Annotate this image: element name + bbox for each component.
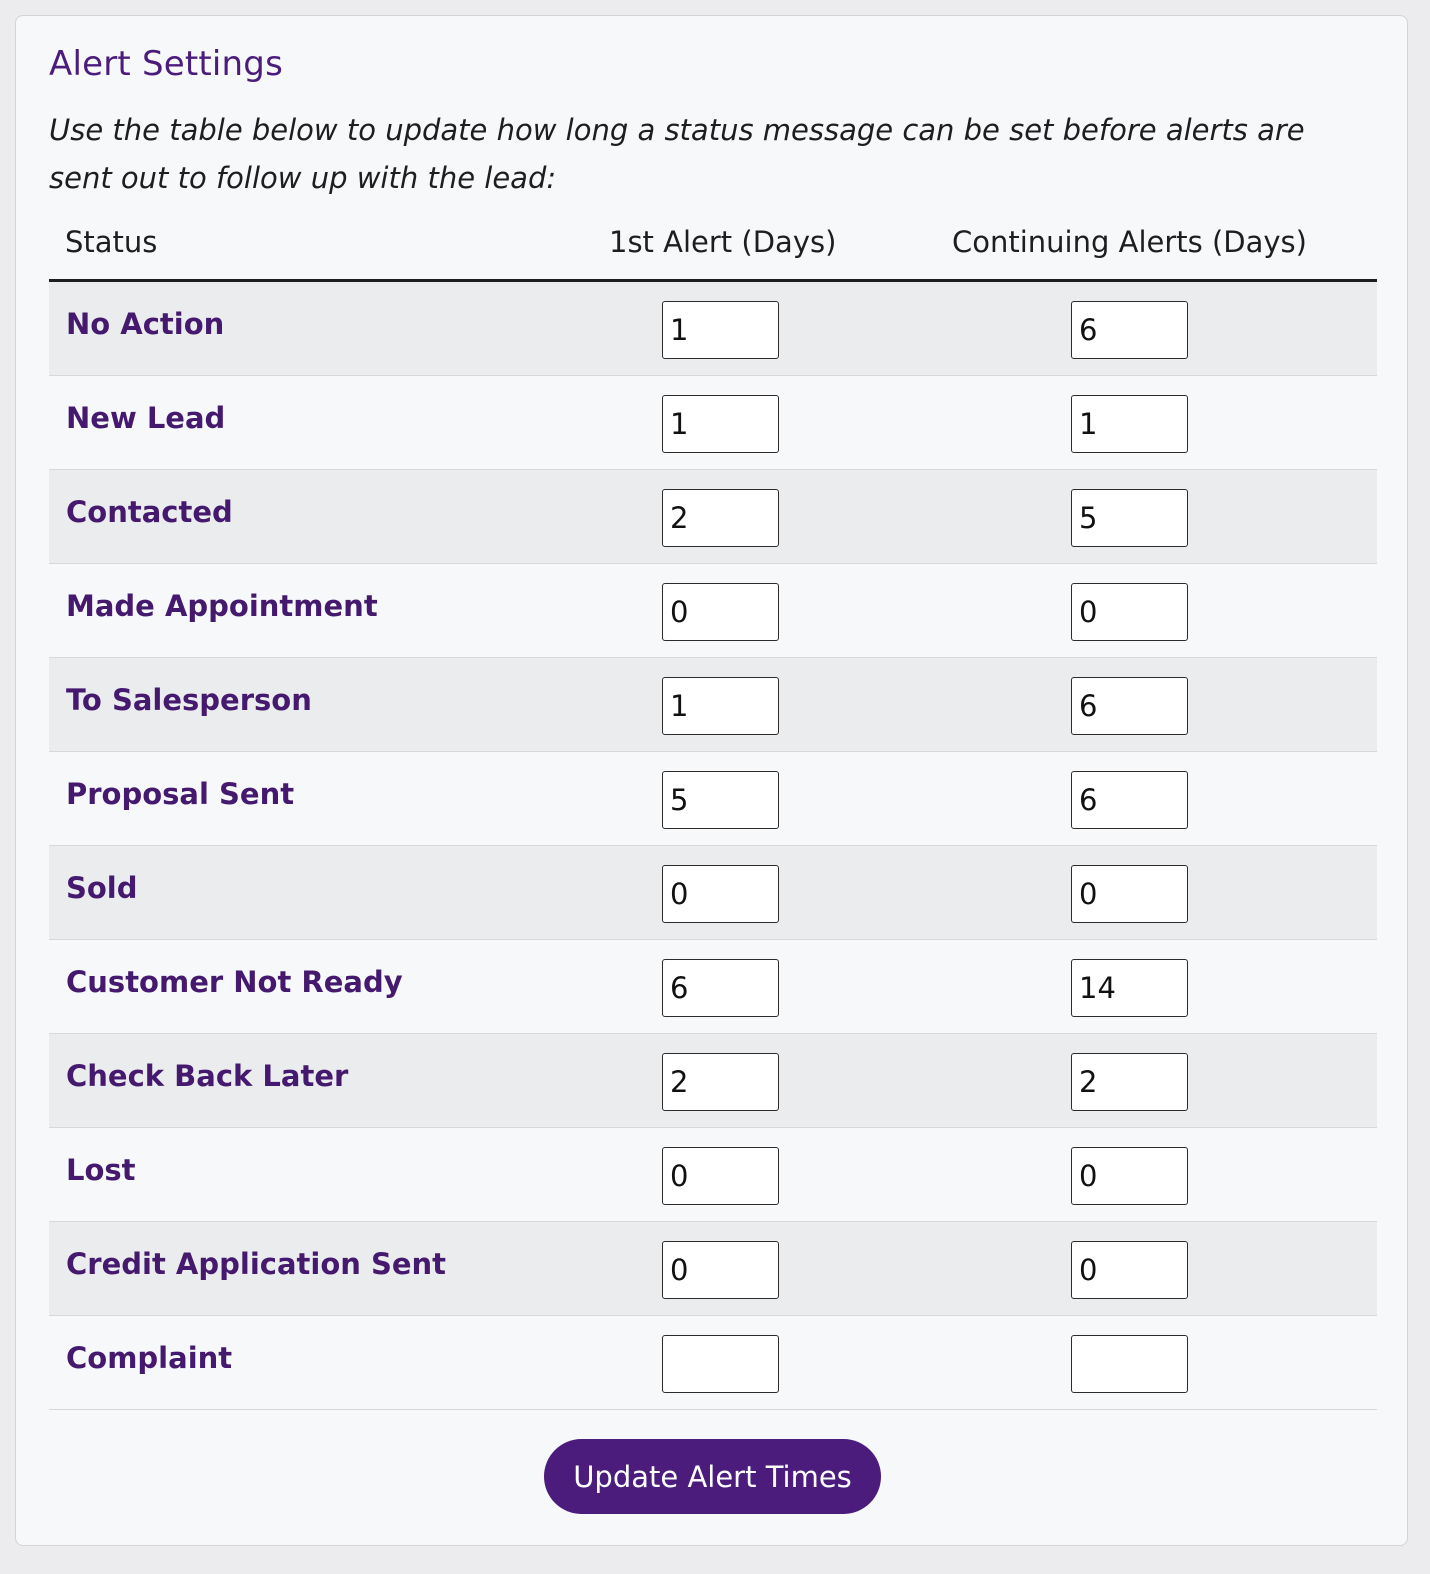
status-label: Customer Not Ready <box>66 965 403 999</box>
status-label: To Salesperson <box>66 683 312 717</box>
table-row <box>49 1128 1377 1222</box>
status-label: Sold <box>66 871 138 905</box>
first-alert-input[interactable] <box>662 1241 779 1299</box>
alert-settings-card <box>15 15 1408 1546</box>
status-label: Lost <box>66 1153 136 1187</box>
continuing-alerts-input[interactable] <box>1071 865 1188 923</box>
update-alert-times-button[interactable]: Update Alert Times <box>544 1439 881 1514</box>
table-row <box>49 1222 1377 1316</box>
first-alert-input[interactable] <box>662 395 779 453</box>
header-first-alert: 1st Alert (Days) <box>609 225 837 259</box>
table-row <box>49 752 1377 846</box>
continuing-alerts-input[interactable] <box>1071 1241 1188 1299</box>
status-label: New Lead <box>66 401 226 435</box>
header-status: Status <box>65 225 158 259</box>
continuing-alerts-input[interactable] <box>1071 1147 1188 1205</box>
first-alert-input[interactable] <box>662 1335 779 1393</box>
table-row <box>49 564 1377 658</box>
table-row <box>49 470 1377 564</box>
continuing-alerts-input[interactable] <box>1071 677 1188 735</box>
table-row <box>49 1034 1377 1128</box>
page-title: Alert Settings <box>49 44 283 84</box>
first-alert-input[interactable] <box>662 959 779 1017</box>
first-alert-input[interactable] <box>662 489 779 547</box>
header-continuing-alerts: Continuing Alerts (Days) <box>952 225 1307 259</box>
table-body <box>49 282 1377 1410</box>
table-row <box>49 282 1377 376</box>
table-row <box>49 658 1377 752</box>
continuing-alerts-input[interactable] <box>1071 395 1188 453</box>
continuing-alerts-input[interactable] <box>1071 771 1188 829</box>
first-alert-input[interactable] <box>662 583 779 641</box>
continuing-alerts-input[interactable] <box>1071 959 1188 1017</box>
table-row <box>49 376 1377 470</box>
table-row <box>49 1316 1377 1410</box>
alert-settings-table <box>49 216 1377 1410</box>
table-header <box>49 216 1377 282</box>
first-alert-input[interactable] <box>662 1147 779 1205</box>
status-label: Check Back Later <box>66 1059 349 1093</box>
table-row <box>49 940 1377 1034</box>
continuing-alerts-input[interactable] <box>1071 583 1188 641</box>
first-alert-input[interactable] <box>662 865 779 923</box>
first-alert-input[interactable] <box>662 301 779 359</box>
continuing-alerts-input[interactable] <box>1071 301 1188 359</box>
first-alert-input[interactable] <box>662 1053 779 1111</box>
continuing-alerts-input[interactable] <box>1071 489 1188 547</box>
continuing-alerts-input[interactable] <box>1071 1335 1188 1393</box>
table-row <box>49 846 1377 940</box>
status-label: Credit Application Sent <box>66 1247 447 1281</box>
status-label: Proposal Sent <box>66 777 295 811</box>
first-alert-input[interactable] <box>662 677 779 735</box>
continuing-alerts-input[interactable] <box>1071 1053 1188 1111</box>
description-text: Use the table below to update how long a status message can be set before alerts are sent out to follow up with the lead: <box>49 113 1305 195</box>
status-label: Contacted <box>66 495 233 529</box>
status-label: No Action <box>66 307 225 341</box>
first-alert-input[interactable] <box>662 771 779 829</box>
status-label: Complaint <box>66 1341 233 1375</box>
status-label: Made Appointment <box>66 589 378 623</box>
